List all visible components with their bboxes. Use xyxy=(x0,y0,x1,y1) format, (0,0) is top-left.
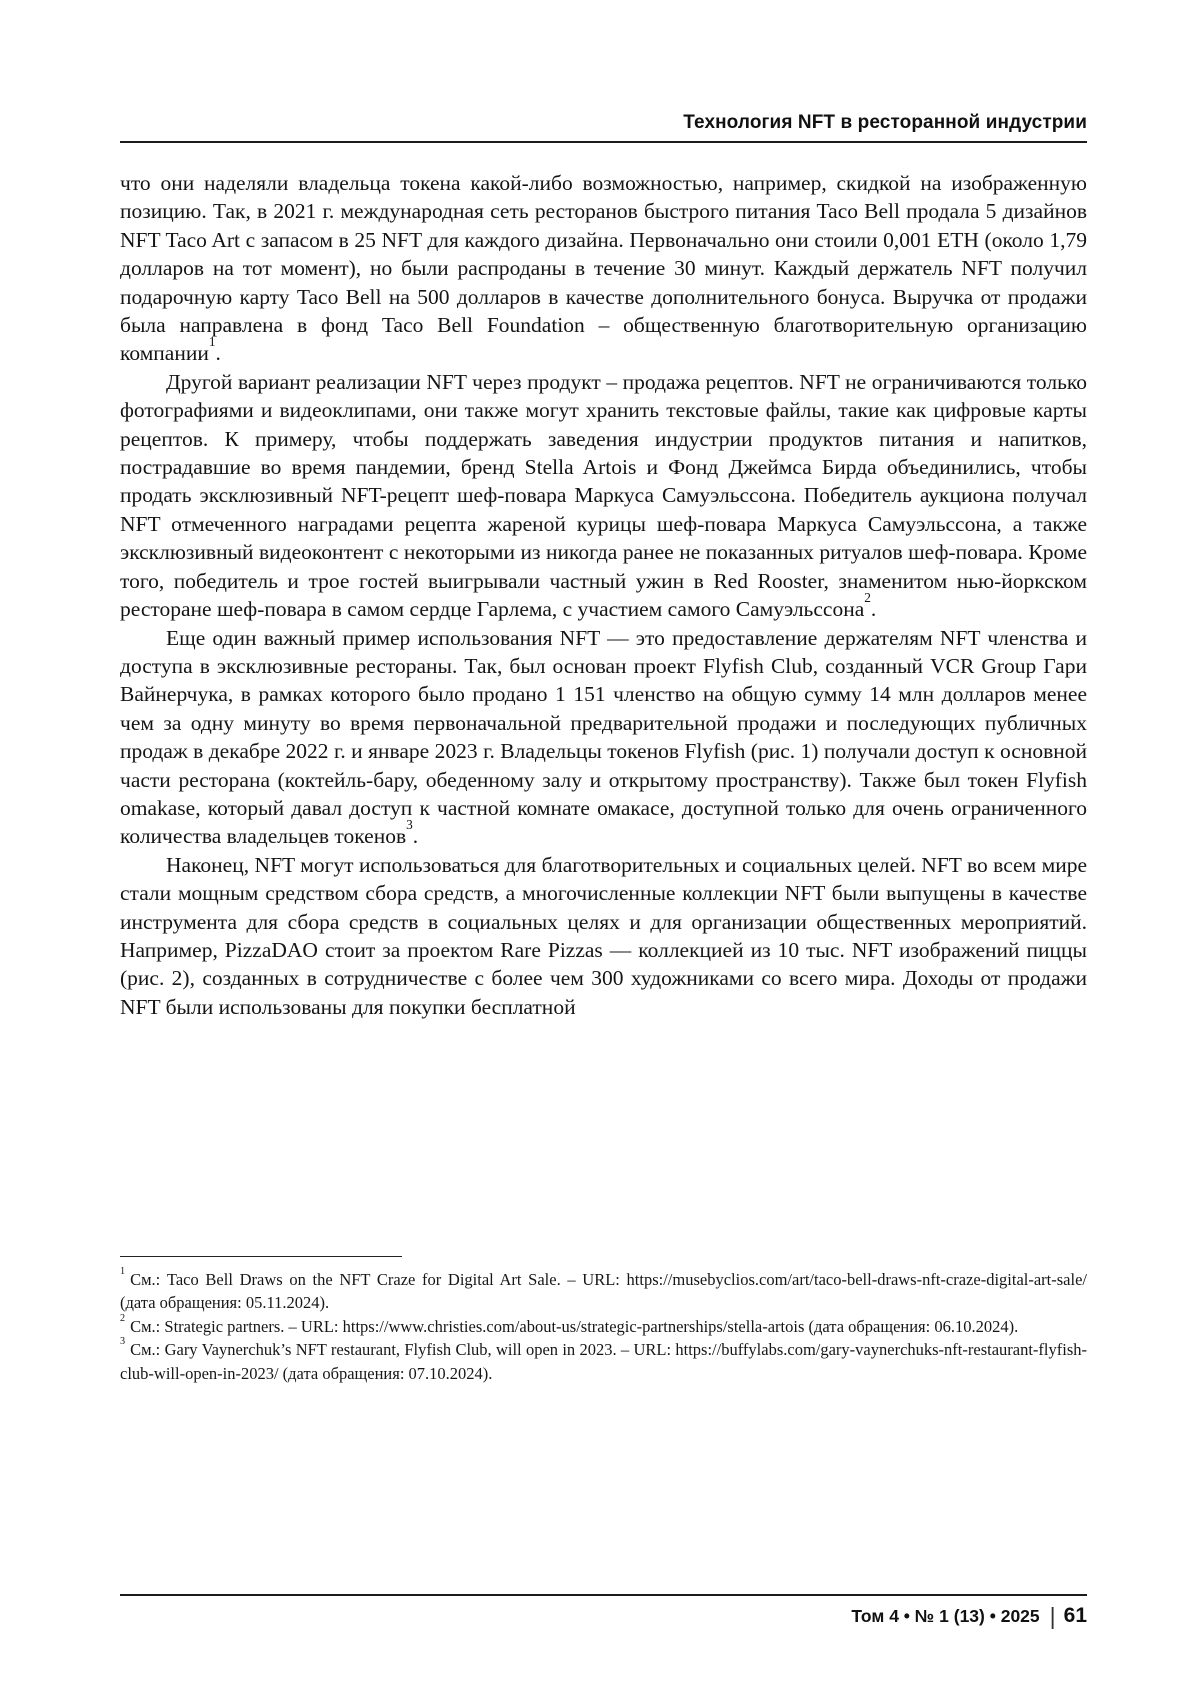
footnote-3-text: См.: Gary Vaynerchuk’s NFT restaurant, Flyfish Club, will open in 2023. – URL: https://buffylabs.com/gary-vaynerchuks-nft-restaurant-flyfish-club-will-open-in-2023/ (дата обращения: 07.10.2024). xyxy=(120,1340,1087,1383)
footnote-3 xyxy=(120,1338,1087,1385)
footnotes-section xyxy=(120,1256,1087,1385)
footnote-ref-2: 2 xyxy=(864,589,871,605)
footnote-2-marker: 2 xyxy=(120,1312,126,1324)
paragraph-1-text: что они наделяли владельца токена какой-либо возможностью, например, скидкой на изображенную позицию. Так, в 2021 г. международная сеть ресторанов быстрого питания Taco Bell продала 5 дизайнов NFT Taco Art с запасом в 25 NFT для каждого дизайна. Первоначально они стоили 0,001 ETH (около 1,79 долларов на тот момент), но были распроданы в течение 30 минут. Каждый держатель NFT получил подарочную карту Taco Bell на 500 долларов в качестве дополнительного бонуса. Выручка от продажи была направлена в фонд Taco Bell Foundation – общественную благотворительную организацию компании xyxy=(120,171,1087,366)
paragraph-2 xyxy=(120,368,1087,624)
page-number: 61 xyxy=(1063,1604,1087,1627)
paragraph-3-period: . xyxy=(412,824,419,849)
paragraph-4 xyxy=(120,851,1087,1021)
footnote-1-text: См.: Taco Bell Draws on the NFT Craze for Digital Art Sale. – URL: https://musebyclios.com/art/taco-bell-draws-nft-craze-digital-art-sale/ (дата обращения: 05.11.2024). xyxy=(120,1270,1087,1313)
footnote-1 xyxy=(120,1265,1087,1315)
footnote-ref-3: 3 xyxy=(406,817,413,833)
content-column xyxy=(120,0,1087,1021)
paragraph-2-period: . xyxy=(870,597,877,622)
footnote-ref-1: 1 xyxy=(208,334,216,350)
paragraph-3-text: Еще один важный пример использования NFT — это предоставление держателям NFT членства и доступа в эксклюзивные рестораны. Так, был основан проект Flyfish Club, созданный VCR Group Гари Вайнерчука, в рамках которого было продано 1 151 членство на общую сумму 14 млн долларов менее чем за одну минуту во время первоначальной предварительной продажи и последующих публичных продаж в декабре 2022 г. и январе 2023 г. Владельцы токенов Flyfish (рис. 1) получали доступ к основной части ресторана (коктейль-бару, обеденному залу и открытому пространству). Также был токен Flyfish omakase, который давал доступ к частной комнате омакасе, доступной только для очень ограниченного количества владельцев токенов xyxy=(120,625,1087,849)
paragraph-3 xyxy=(120,624,1087,851)
paragraph-4-text: Наконец, NFT могут использоваться для благотворительных и социальных целей. NFT во всем мире стали мощным средством сбора средств, а многочисленные коллекции NFT были выпущены в качестве инструмента для сбора средств в социальных целях и для организации общественных мероприятий. Например, PizzaDAO стоит за проектом Rare Pizzas — коллекцией из 10 тыс. NFT изображений пиццы (рис. 2), созданных в сотрудничестве с более чем 300 художниками со всего мира. Доходы от продажи NFT были использованы для покупки бесплатной xyxy=(120,852,1087,1019)
paragraph-1-period: . xyxy=(215,341,221,366)
page-footer xyxy=(120,1594,1087,1630)
footnote-2-text: См.: Strategic partners. – URL: https://www.christies.com/about-us/strategic-partnerships/stella-artois (дата обращения: 06.10.2024). xyxy=(130,1316,1019,1336)
footnote-2 xyxy=(120,1312,1087,1338)
article-body xyxy=(120,169,1087,1021)
footer-separator: | xyxy=(1049,1603,1056,1629)
running-title: Технология NFT в ресторанной индустрии xyxy=(683,112,1087,133)
page-header xyxy=(120,0,1087,143)
footer-line xyxy=(120,1603,1087,1630)
paragraph-2-text: Другой вариант реализации NFT через продукт – продажа рецептов. NFT не ограничиваются только фотографиями и видеоклипами, они также могут хранить текстовые файлы, такие как цифровые карты рецептов. К примеру, чтобы поддержать заведения индустрии продуктов питания и напитков, пострадавшие во время пандемии, бренд Stella Artois и Фонд Джеймса Бирда объединились, чтобы продать эксклюзивный NFT-рецепт шеф-повара Маркуса Самуэльссона. Победитель аукциона получал NFT отмеченного наградами рецепта жареной курицы шеф-повара Маркуса Самуэльссона, а также эксклюзивный видеоконтент с некоторыми из никогда ранее не показанных ритуалов шеф-повара. Кроме того, победитель и трое гостей выигрывали частный ужин в Red Rooster, знаменитом нью-йоркском ресторане шеф-повара в самом сердце Гарлема, с участием самого Самуэльссона xyxy=(120,369,1087,622)
journal-volume-info: Том 4 • № 1 (13) • 2025 xyxy=(851,1606,1040,1626)
footnote-3-marker: 3 xyxy=(120,1336,126,1348)
footnotes-separator-rule xyxy=(120,1256,402,1257)
footnote-1-marker: 1 xyxy=(120,1265,126,1277)
footer-rule xyxy=(120,1594,1087,1596)
paragraph-1 xyxy=(120,169,1087,368)
header-rule xyxy=(120,141,1087,143)
